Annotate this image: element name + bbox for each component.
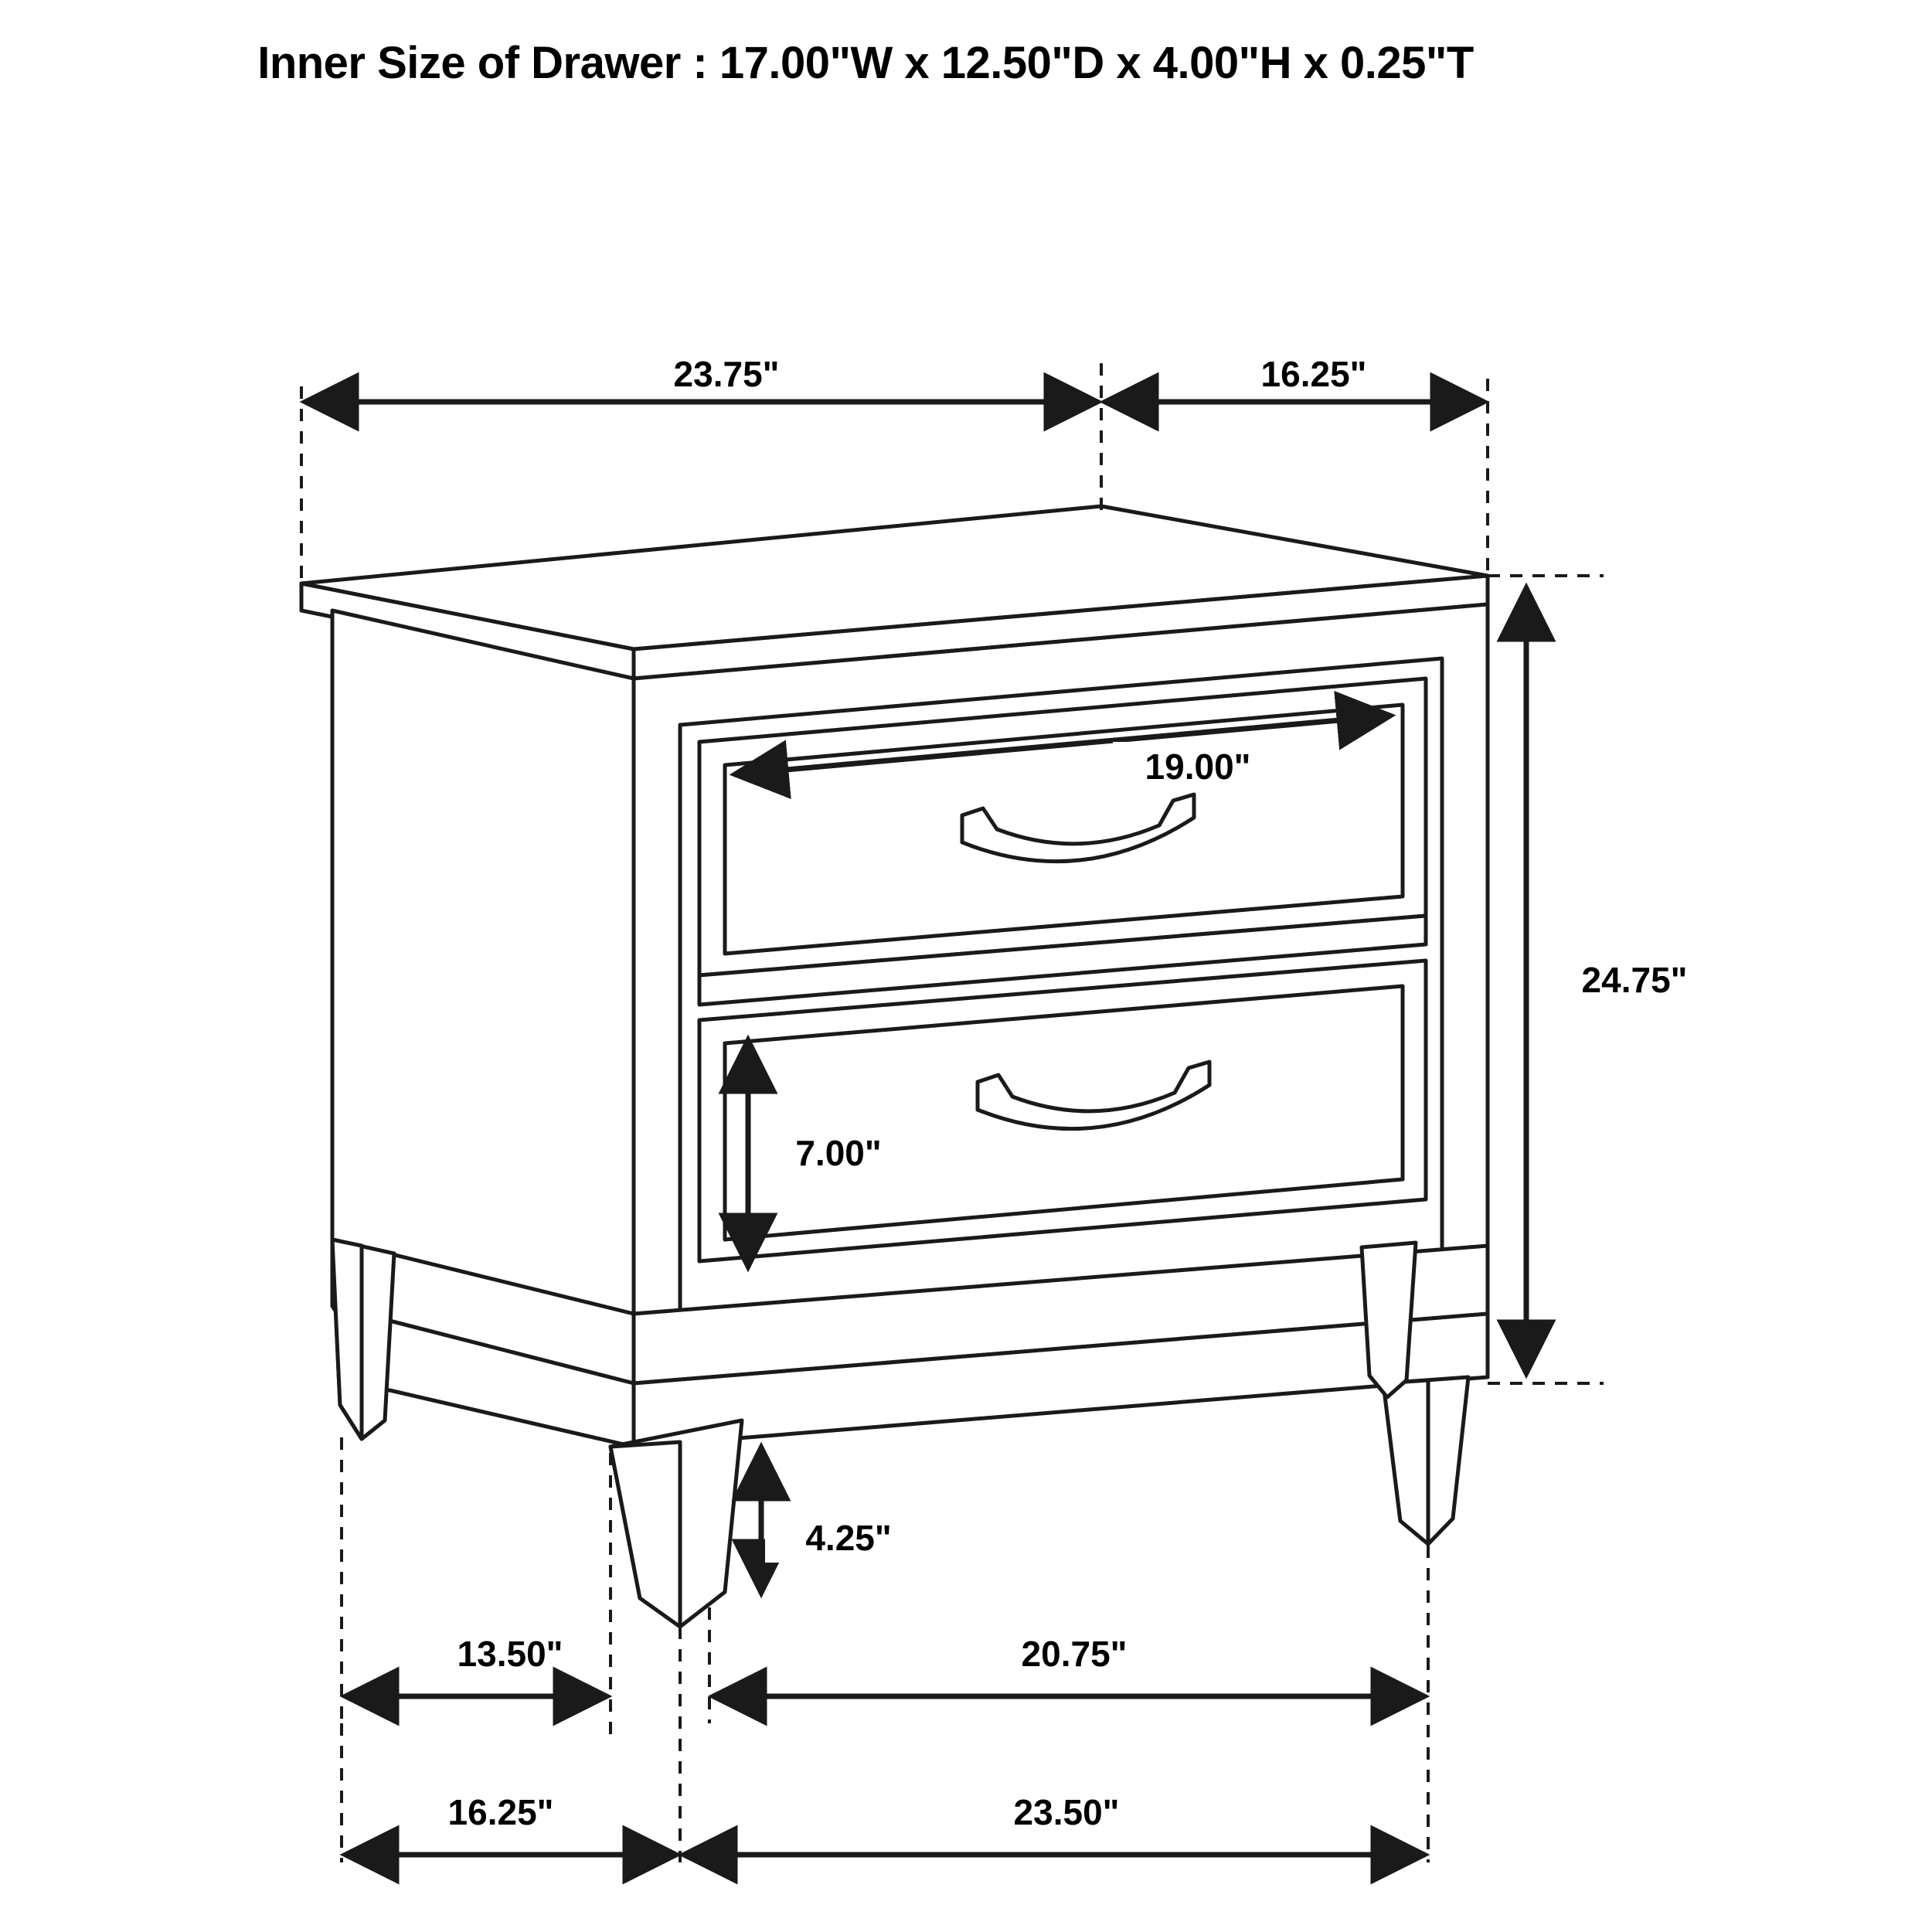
dim-label-top-width-front: 23.75": [673, 354, 780, 394]
dim-label-base-width: 20.75": [1021, 1634, 1128, 1674]
page-title: Inner Size of Drawer : 17.00"W x 12.50"D x 4.00"H x 0.25"T: [257, 38, 1474, 88]
nightstand-body: [301, 506, 1488, 1627]
leg-front-right: [1383, 1377, 1468, 1544]
dim-label-base-depth: 13.50": [457, 1634, 563, 1674]
dim-label-top-depth-side: 16.25": [1260, 354, 1367, 394]
dim-label-leg-height: 4.25": [805, 1518, 892, 1558]
leg-back-right: [1362, 1243, 1416, 1397]
dim-label-drawer-face-height: 7.00": [795, 1133, 882, 1173]
dim-label-overall-height: 24.75": [1581, 960, 1688, 1000]
dim-label-drawer-inner-width: 19.00": [1145, 747, 1251, 787]
dim-label-footprint-width: 23.50": [1013, 1792, 1120, 1832]
dim-label-footprint-depth: 16.25": [447, 1792, 554, 1832]
leg-front-left: [611, 1420, 742, 1627]
leg-back-left: [332, 1240, 394, 1439]
